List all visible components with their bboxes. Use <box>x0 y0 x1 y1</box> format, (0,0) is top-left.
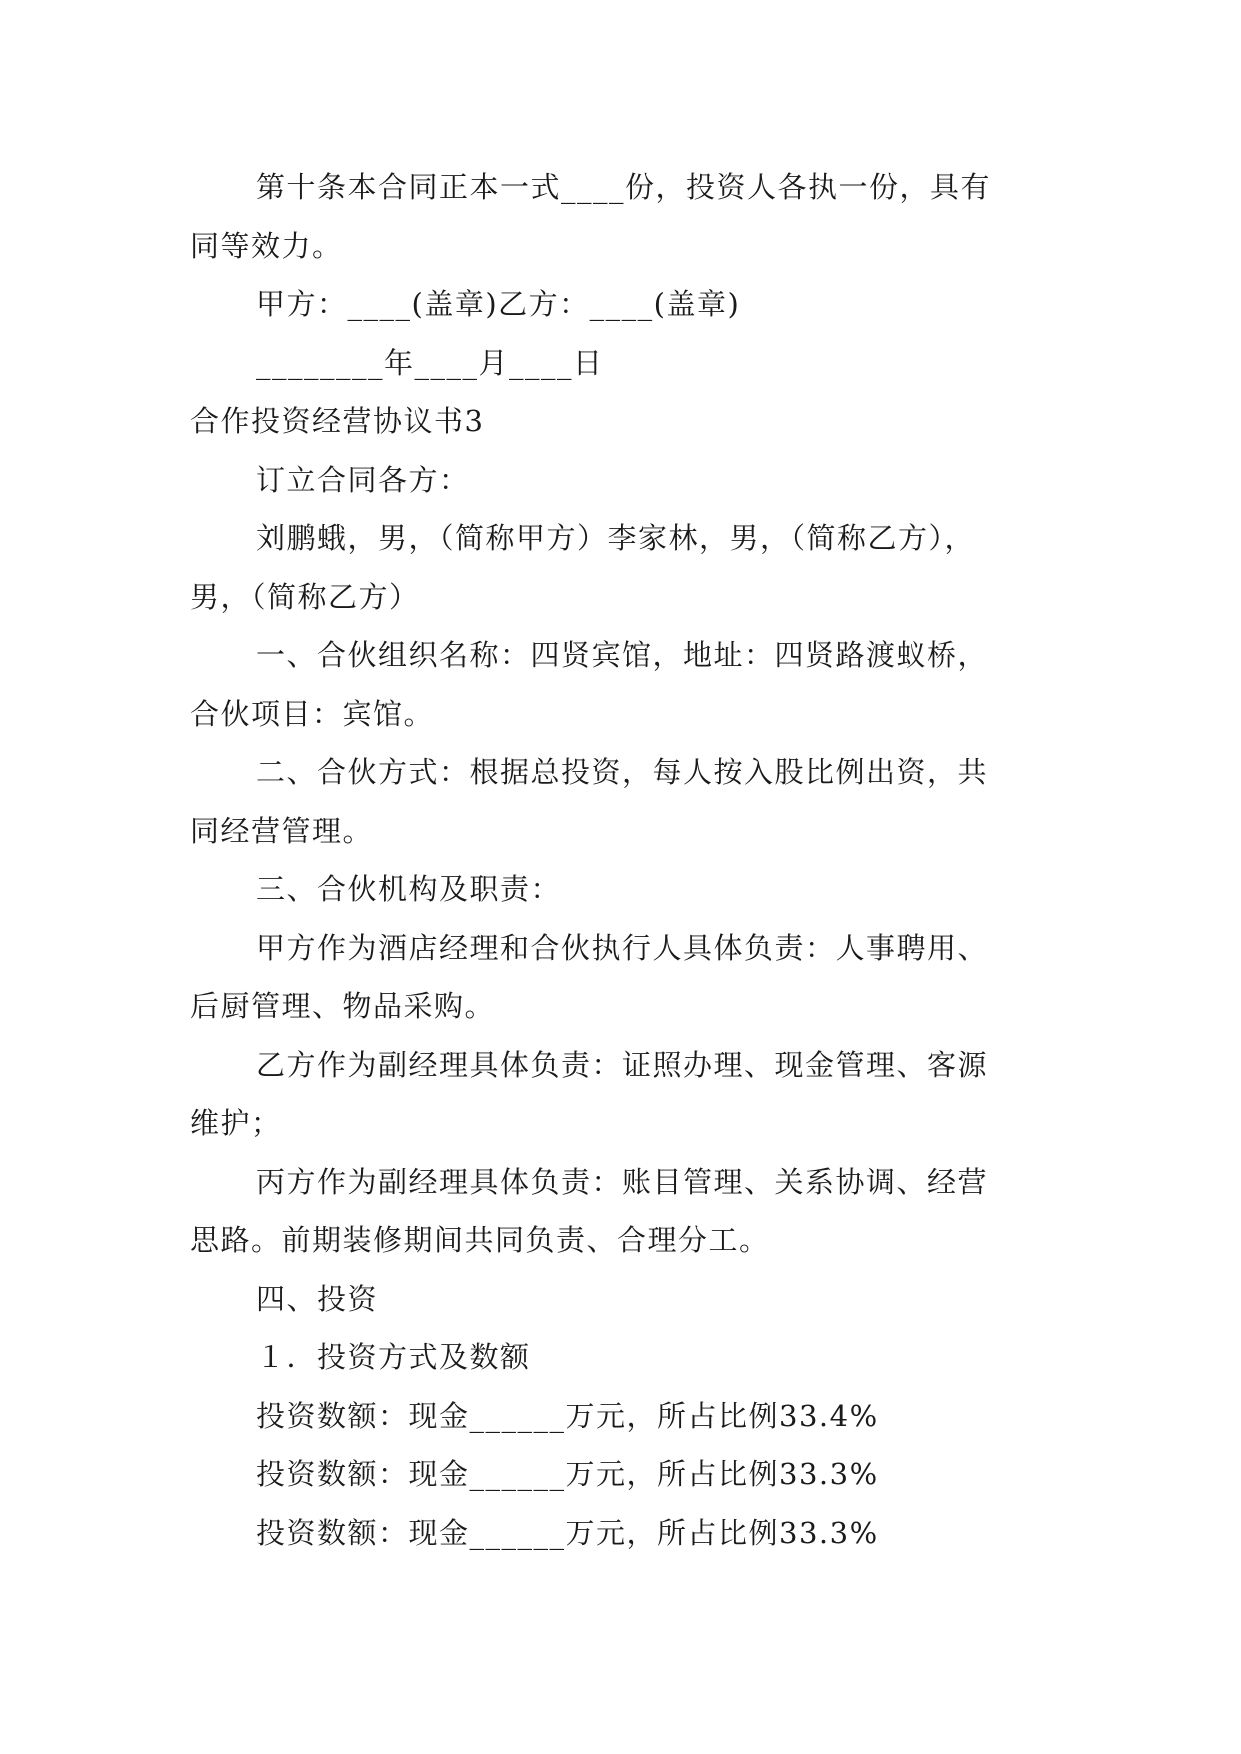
section-title: 合作投资经营协议书3 <box>190 404 485 438</box>
paragraph-line: 丙方作为副经理具体负责：账目管理、关系协调、经营 <box>256 1164 989 1199</box>
paragraph-line: 后厨管理、物品采购。 <box>190 989 496 1023</box>
paragraph-line: 同经营管理。 <box>190 813 374 848</box>
paragraph-line: 三、合伙机构及职责： <box>256 872 562 906</box>
paragraph-line: 维护； <box>190 1106 282 1140</box>
investment-line: 投资数额：现金______万元，所占比例33.4% <box>256 1398 879 1433</box>
paragraph-line: 一、合伙组织名称：四贤宾馆，地址：四贤路渡蚁桥， <box>256 638 989 672</box>
paragraph-line: 刘鹏蛾，男，（简称甲方）李家林，男，（简称乙方）， <box>256 521 976 555</box>
date-line: ________年____月____日 <box>256 345 604 380</box>
paragraph-line: 男，（简称乙方） <box>190 579 420 614</box>
paragraph-line: １．投资方式及数额 <box>256 1340 531 1374</box>
paragraph-line: 思路。前期装修期间共同负责、合理分工。 <box>190 1223 770 1257</box>
paragraph-line: 甲方作为酒店经理和合伙执行人具体负责：人事聘用、 <box>256 930 989 965</box>
document-body <box>190 158 1060 1562</box>
paragraph-line: 订立合同各方： <box>256 462 470 497</box>
signature-line: 甲方：____(盖章)乙方：____(盖章) <box>256 287 741 321</box>
paragraph-line: 同等效力。 <box>190 228 343 263</box>
paragraph-line: 合伙项目：宾馆。 <box>190 696 435 731</box>
investment-line: 投资数额：现金______万元，所占比例33.3% <box>256 1457 879 1491</box>
paragraph-line: 二、合伙方式：根据总投资，每人按入股比例出资，共 <box>256 755 989 789</box>
investment-line: 投资数额：现金______万元，所占比例33.3% <box>256 1515 879 1550</box>
paragraph-line: 四、投资 <box>256 1281 379 1316</box>
paragraph-line: 第十条本合同正本一式____份，投资人各执一份，具有 <box>256 170 992 204</box>
paragraph-line: 乙方作为副经理具体负责：证照办理、现金管理、客源 <box>256 1047 989 1082</box>
